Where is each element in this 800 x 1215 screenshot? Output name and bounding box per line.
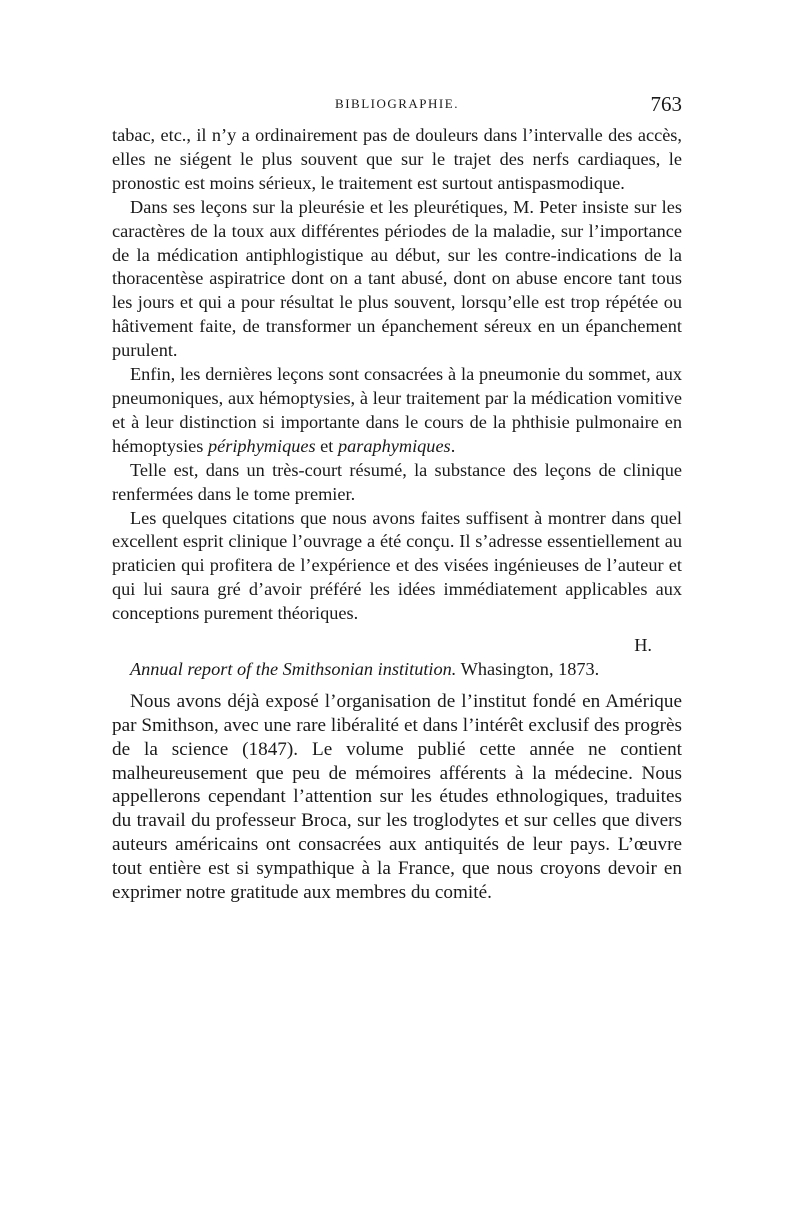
paragraph-resume: Telle est, dans un très-court résumé, la substance des leçons de clinique renfermées dans le tome premier.	[112, 459, 682, 504]
paragraph-conclusion: Les quelques citations que nous avons faites suffisent à montrer dans quel excellent esprit clinique l’ouvrage a été conçu. Il s’adresse essentiellement au praticien qui profitera de l’expérience et des visées ingénieuses de l’auteur et qui lui saura gré d’avoir préféré les idées immédiatement applicables aux conceptions purement théoriques.	[112, 507, 682, 624]
emphasis-term: paraphymiques	[337, 435, 451, 456]
page-number: 763	[650, 92, 682, 116]
paragraph-text: et	[315, 435, 338, 456]
body-text	[112, 124, 682, 905]
review-body	[112, 690, 682, 905]
review-heading	[112, 658, 682, 682]
review-title: Annual report of the Smithsonian institution.	[130, 658, 457, 679]
paragraph-pneumonie	[112, 363, 682, 459]
author-signature: H.	[634, 635, 652, 656]
paragraph-text: .	[450, 435, 456, 456]
running-head	[112, 92, 682, 120]
paragraph-continuation: tabac, etc., il n’y a ordinairement pas de douleurs dans l’intervalle des accès, elles ne siégent le plus souvent que sur le trajet des nerfs cardiaques, le pronostic est moins sérieux, le traitement est surtout antispasmodique.	[112, 125, 682, 193]
emphasis-term: périphymiques	[207, 435, 316, 456]
review-paragraph: Nous avons déjà exposé l’organisation de l’institut fondé en Amérique par Smithson, avec une rare libéralité et dans l’intérêt exclusif des progrès de la science (1847). Le volume publié cette année ne contient malheureusement que peu de mémoires afférents à la médecine. Nous appellerons cependant l’attention sur les études ethnologiques, traduites du travail du professeur Broca, sur les troglodytes et sur celles que divers auteurs américains ont consacrées aux antiquités de leur pays. L’œuvre tout entière est si sympathique à la France, que nous croyons devoir en exprimer notre gratitude aux membres du comité.	[112, 690, 682, 904]
paragraph-text: Enfin, les dernières leçons sont consacrées à la pneumonie du sommet, aux pneumoniques, aux hémoptysies, à leur traitement par la médication vomitive et à leur distinction si importante dans le cours de la phthisie pulmonaire en hémoptysies	[112, 364, 682, 456]
review-place-year: Whasington, 1873.	[456, 658, 600, 679]
running-title: BIBLIOGRAPHIE.	[335, 96, 459, 111]
paragraph-pleuresie: Dans ses leçons sur la pleurésie et les pleurétiques, M. Peter insiste sur les caractères de la toux aux différentes périodes de la maladie, sur l’importance de la médication antiphlogistique au début, sur les contre-indications de la thoracentèse aspiratrice dont on a tant abusé, dont on abuse encore tant tous les jours et qui a pour résultat le plus souvent, lorsqu’elle est trop répétée ou hâtivement faite, de transformer un épanchement séreux en un épanchement purulent.	[112, 196, 682, 361]
